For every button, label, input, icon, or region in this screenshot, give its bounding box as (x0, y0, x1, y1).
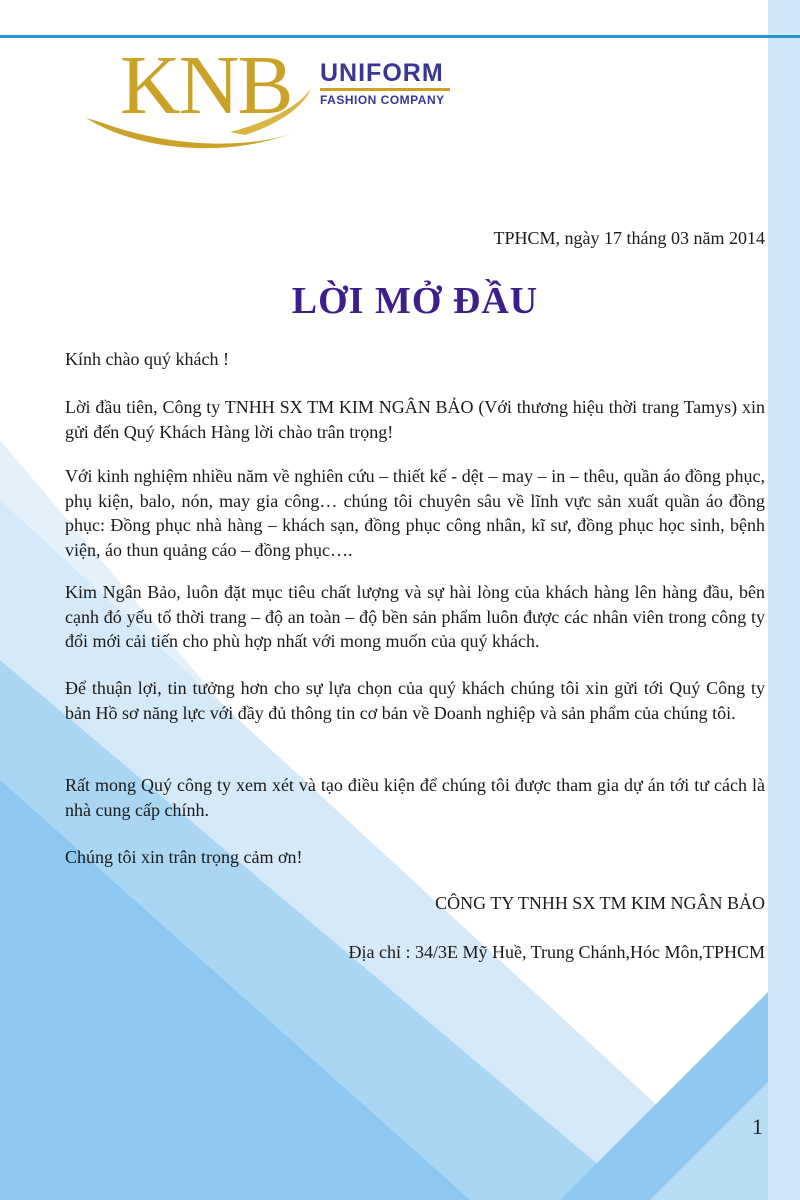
company-name: CÔNG TY TNHH SX TM KIM NGÂN BẢO (435, 893, 765, 913)
paragraph: Rất mong Quý công ty xem xét và tạo điều kiện để chúng tôi được tham gia dự án tới tư cách là nhà cung cấp chính. (65, 775, 765, 820)
paragraph: Để thuận lợi, tin tưởng hơn cho sự lựa chọn của quý khách chúng tôi xin gửi tới Quý Công ty bản Hồ sơ năng lực với đầy đủ thông tin cơ bản về Doanh nghiệp và sản phẩm của chúng tôi. (65, 678, 765, 723)
letter-date: TPHCM, ngày 17 tháng 03 năm 2014 (493, 228, 765, 248)
closing-line: Chúng tôi xin trân trọng cảm ơn! (65, 847, 303, 867)
page-title: LỜI MỞ ĐẦU (291, 280, 539, 322)
top-rule (0, 35, 800, 38)
logo-uniform-text: UNIFORM (320, 59, 444, 87)
company-logo (80, 40, 480, 160)
right-side-band (768, 0, 800, 1200)
paragraph: Với kinh nghiệm nhiều năm về nghiên cứu – thiết kế - dệt – may – in – thêu, quần áo đồng phục, phụ kiện, balo, nón, may gia công… chúng tôi chuyên sâu về lĩnh vực sản xuất quần áo đồng phục: Đồng phục nhà hàng – khách sạn, đồng phục công nhân, kĩ sư, đồng phục học sinh, bệnh viện, áo thun quảng cáo – đồng phục…. (65, 466, 765, 560)
logo-fashion-text: FASHION COMPANY (320, 93, 445, 107)
page-number: 1 (752, 1114, 763, 1139)
paragraph: Kim Ngân Bảo, luôn đặt mục tiêu chất lượng và sự hài lòng của khách hàng lên hàng đầu, bên cạnh đó yếu tố thời trang – độ an toàn – độ bền sản phẩm luôn được các nhân viên trong công ty đổi mới cải tiến cho phù hợp nhất với mong muốn của quý khách. (65, 582, 765, 651)
logo-divider (320, 88, 450, 91)
logo-brand: KNB (120, 39, 292, 132)
paragraph: Lời đầu tiên, Công ty TNHH SX TM KIM NGÂN BẢO (Với thương hiệu thời trang Tamys) xin gửi đến Quý Khách Hàng lời chào trân trọng! (65, 397, 765, 442)
greeting: Kính chào quý khách ! (65, 349, 229, 369)
company-address: Địa chỉ : 34/3E Mỹ Huề, Trung Chánh,Hóc Môn,TPHCM (348, 942, 765, 962)
